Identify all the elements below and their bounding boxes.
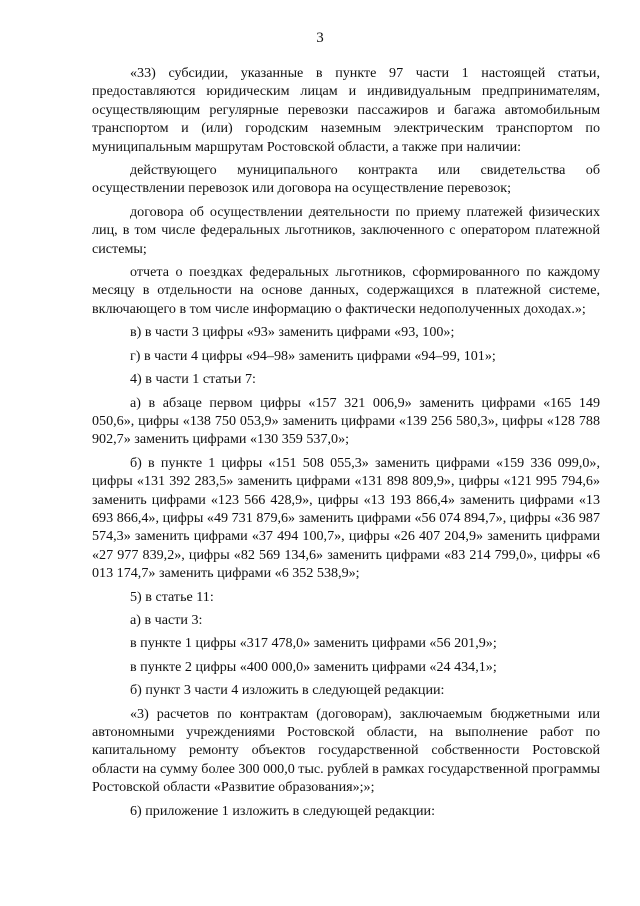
paragraph-part3: в) в части 3 цифры «93» заменить цифрами «93, 100»; [130,324,455,341]
paragraph-item1: в пункте 1 цифры «317 478,0» заменить цифрами «56 201,9»; [130,635,497,652]
paragraph-article7-b: б) в пункте 1 цифры «151 508 055,3» заменить цифрами «159 336 099,0», цифры «131 392 283,5» заменить цифрами «131 898 809,9», цифры «121 995 794,6» заменить цифрами «123 566 428,9», цифры «13 193 866,4» заменить цифрами «13 693 866,4», цифры «49 731 879,6» заменить цифрами «56 074 894,7», цифры «36 987 574,3» заменить цифрами «37 494 100,7», цифры «26 407 204,9» заменить цифрами «27 977 839,2», цифры «82 569 134,6» заменить цифрами «83 214 799,0», цифры «6 013 174,7» заменить цифрами «6 352 538,9»; [92,454,600,582]
paragraph-appendix1: 6) приложение 1 изложить в следующей редакции: [130,802,435,819]
paragraph-item2: в пункте 2 цифры «400 000,0» заменить цифрами «24 434,1»; [130,658,497,675]
paragraph-trip-report: отчета о поездках федеральных льготников, сформированного по каждому месяцу в отдельности на основе данных, содержащихся в платежной системе, включающего в том числе информацию о фактически недополученных доходах.»; [92,264,600,317]
paragraph-article11-a: а) в части 3: [130,611,203,628]
paragraph-payment-agreement: договора об осуществлении деятельности по приему платежей физических лиц, в том числе федеральных льготников, заключенного с оператором платежной системы; [92,203,600,257]
paragraph-contract: действующего муниципального контракта или свидетельства об осуществлении перевозок или договора на осуществление перевозок; [92,162,600,197]
paragraph-article7: 4) в части 1 статьи 7: [130,371,256,388]
paragraph-item3-text: «3) расчетов по контрактам (договорам), заключаемым бюджетными или автономными учреждениями Ростовской области, на выполнение работ по капитальному ремонту объектов государственной собственности Ростовской области на сумму более 300 000,0 тыс. рублей в рамках государственной программы Ростовской области «Развитие образования»;»; [92,705,600,796]
paragraph-article11-b: б) пункт 3 части 4 изложить в следующей редакции: [130,682,445,699]
paragraph-article11: 5) в статье 11: [130,588,214,605]
page-number: 3 [316,30,324,46]
paragraph-part4: г) в части 4 цифры «94–98» заменить цифрами «94–99, 101»; [130,347,496,364]
document-body [92,64,600,824]
paragraph-item-33: «33) субсидии, указанные в пункте 97 части 1 настоящей статьи, предоставляются юридическим лицам и индивидуальным предпринимателям, осуществляющим регулярные перевозки пассажиров и багажа автомобильным транспортом и (или) городским наземным электрическим транспортом по муниципальным маршрутам Ростовской области, а также при наличии: [92,65,600,155]
paragraph-article7-a: а) в абзаце первом цифры «157 321 006,9» заменить цифрами «165 149 050,6», цифры «138 750 053,9» заменить цифрами «139 256 580,3», цифры «128 788 902,7» заменить цифрами «130 359 537,0»; [92,394,600,448]
